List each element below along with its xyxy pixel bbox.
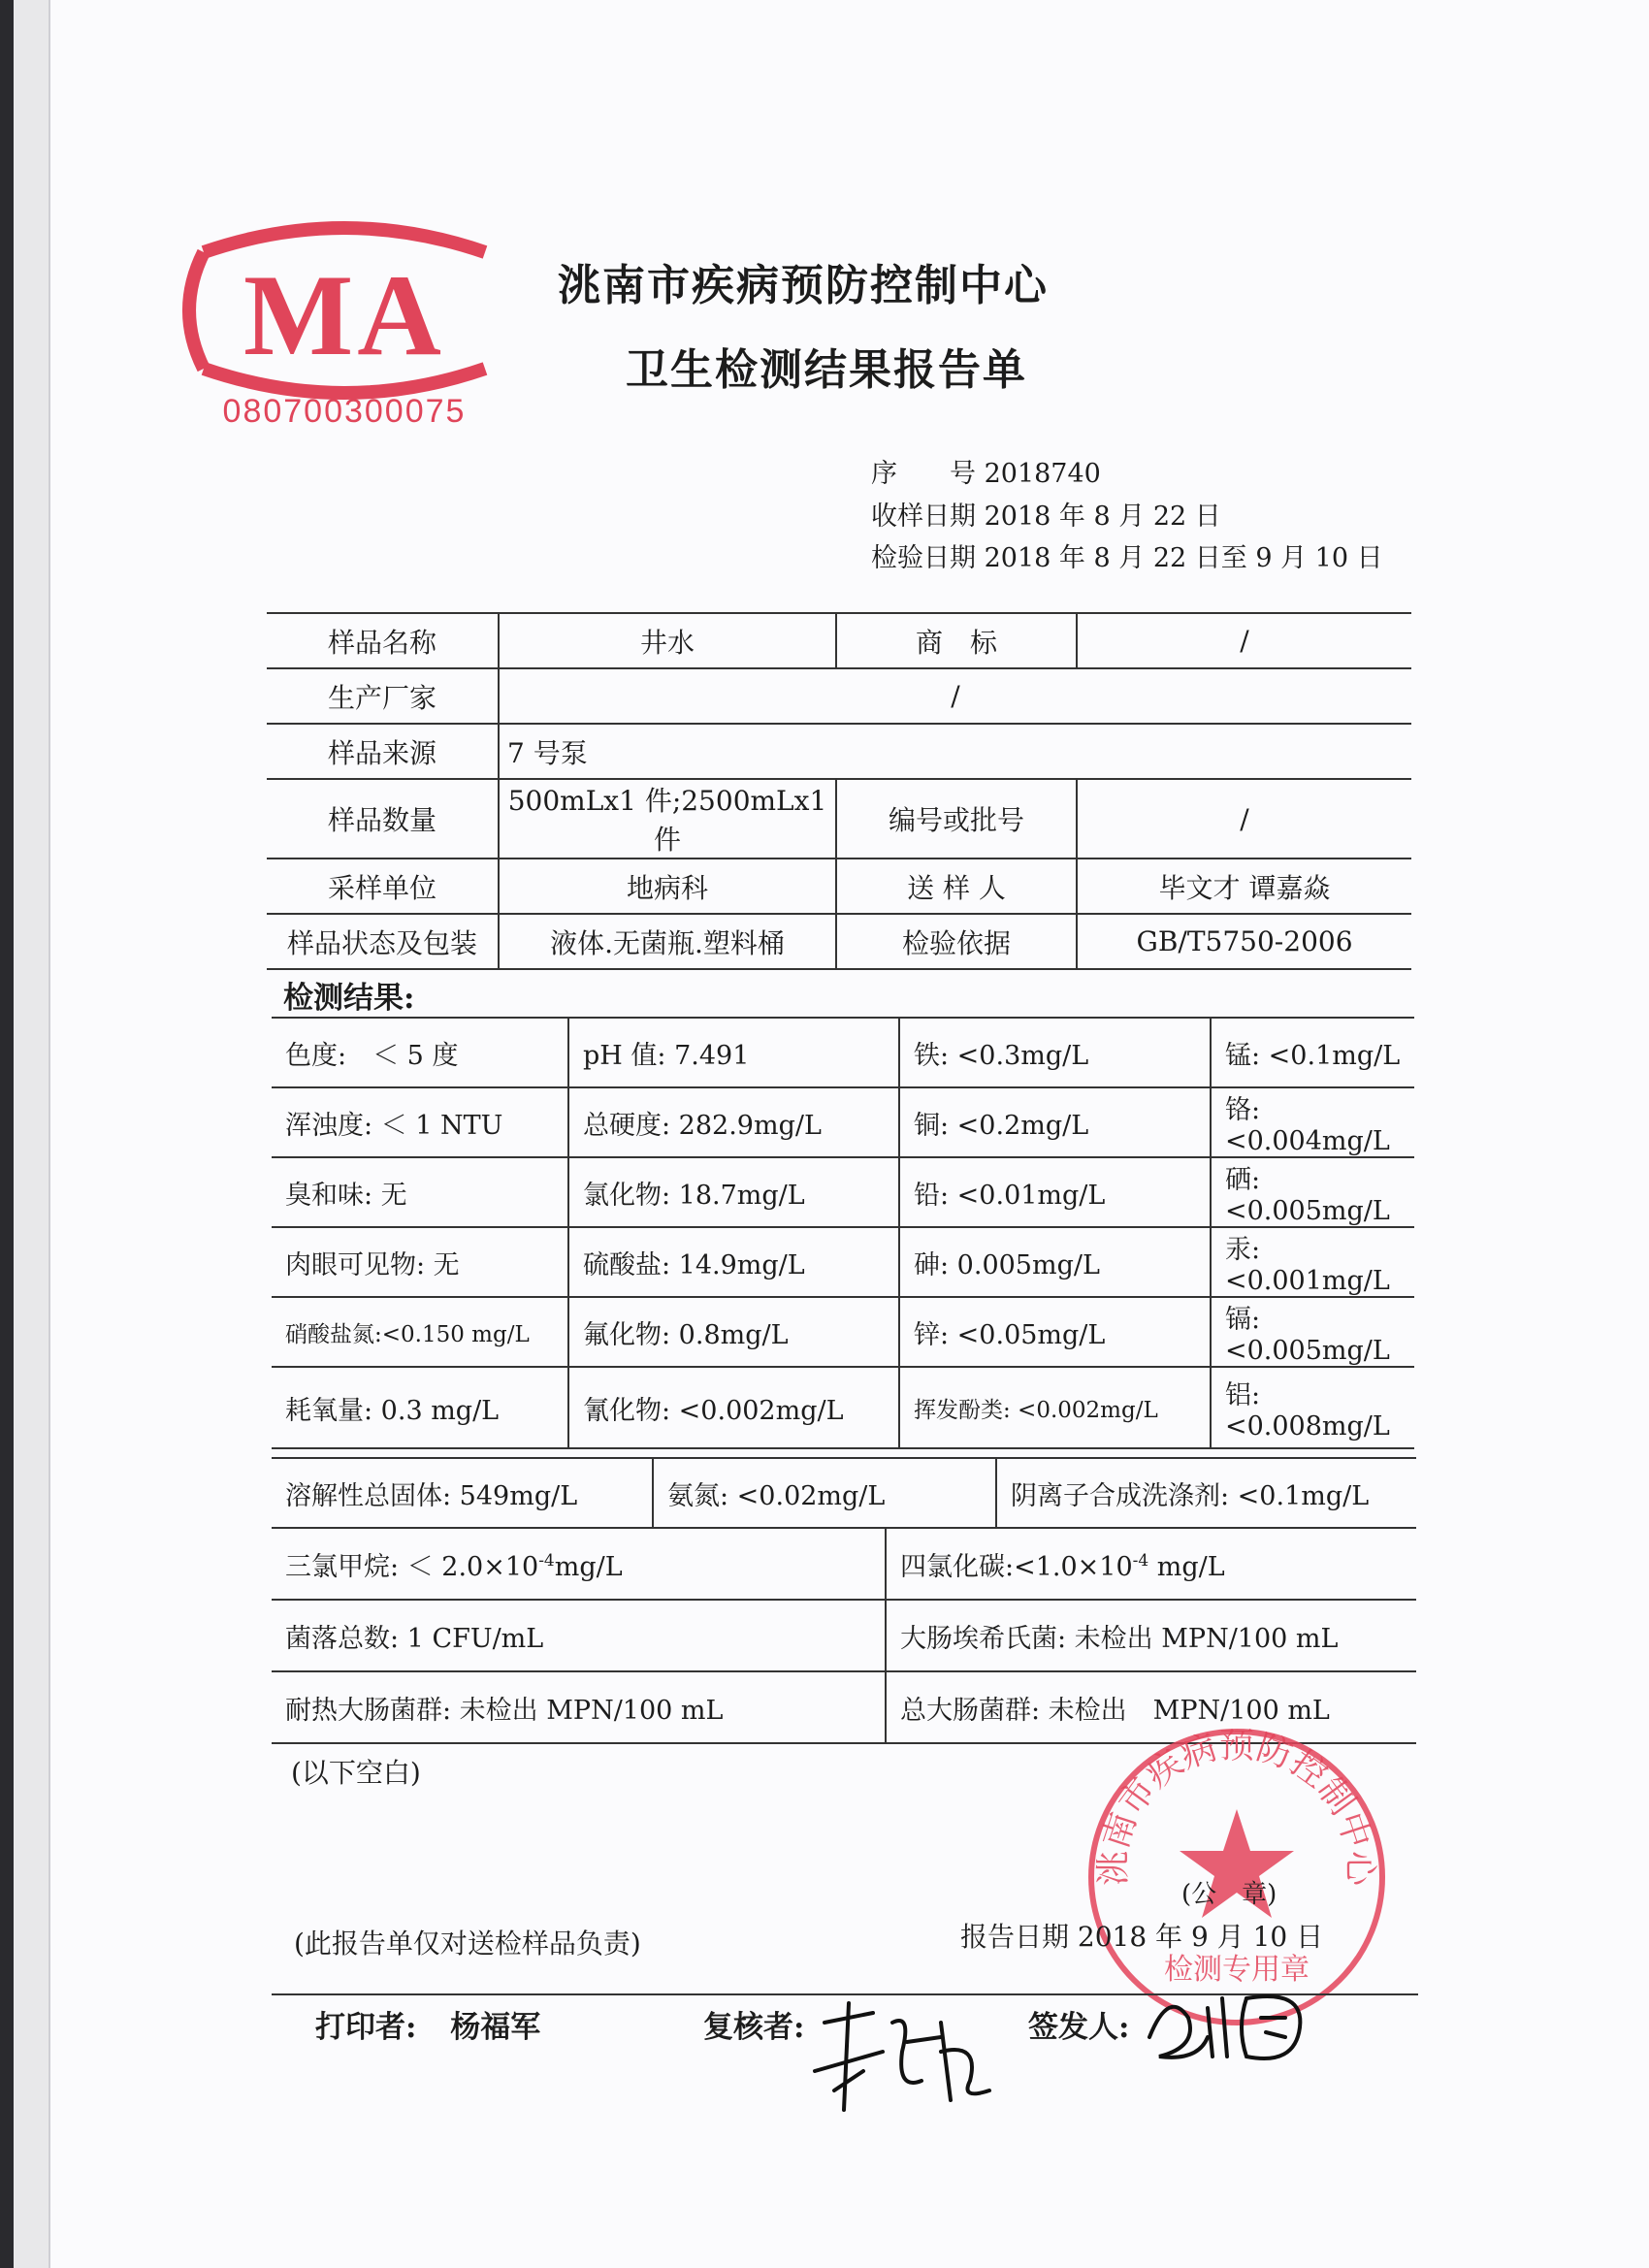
result-cell: 阴离子合成洗涤剂: <0.1mg/L xyxy=(996,1458,1416,1528)
result-cell: 硫酸盐: 14.9mg/L xyxy=(568,1227,899,1297)
result-cell: 氟化物: 0.8mg/L xyxy=(568,1297,899,1367)
result-cell: 溶解性总固体: 549mg/L xyxy=(272,1458,653,1528)
result-cell: 镉: <0.005mg/L xyxy=(1211,1297,1414,1367)
basis-value: GB/T5750-2006 xyxy=(1077,914,1411,969)
trihalo-exp: -4 xyxy=(538,1550,555,1571)
table-row xyxy=(272,1600,1416,1671)
result-cell: 锌: <0.05mg/L xyxy=(899,1297,1211,1367)
label-cell: 检验依据 xyxy=(836,914,1077,969)
report-title: 卫生检测结果报告单 xyxy=(626,345,1027,395)
batch-value: / xyxy=(1077,779,1411,859)
table-row xyxy=(272,1157,1414,1227)
label-cell: 样品名称 xyxy=(267,613,499,668)
reviewer-signature xyxy=(805,1984,999,2129)
result-cell: 耗氧量: 0.3 mg/L xyxy=(272,1367,568,1448)
label-cell: 生产厂家 xyxy=(267,668,499,724)
ccl4-unit: mg/L xyxy=(1148,1551,1225,1582)
table-row xyxy=(272,1227,1414,1297)
ccl4-exp: -4 xyxy=(1132,1550,1149,1571)
result-cell: 挥发酚类: <0.002mg/L xyxy=(899,1367,1211,1448)
result-cell: 铁: <0.3mg/L xyxy=(899,1018,1211,1087)
result-cell: 氰化物: <0.002mg/L xyxy=(568,1367,899,1448)
serial-value: 2018740 xyxy=(984,459,1101,489)
trihalomethane-cell xyxy=(272,1528,886,1600)
result-cell: 肉眼可见物: 无 xyxy=(272,1227,568,1297)
scan-edge xyxy=(0,0,14,2268)
disclaimer: (此报告单仅对送检样品负责) xyxy=(294,1928,641,1960)
inspect-line xyxy=(871,536,1383,574)
result-cell: 铝: <0.008mg/L xyxy=(1211,1367,1414,1448)
label-cell: 商 标 xyxy=(836,613,1077,668)
received-date: 2018 年 8 月 22 日 xyxy=(984,502,1221,532)
result-cell: 臭和味: 无 xyxy=(272,1157,568,1227)
unit-value: 地病科 xyxy=(499,859,836,914)
inspect-date: 2018 年 8 月 22 日至 9 月 10 日 xyxy=(984,543,1383,573)
sample-name: 井水 xyxy=(499,613,836,668)
result-cell: 总硬度: 282.9mg/L xyxy=(568,1087,899,1157)
blank-note: (以下空白) xyxy=(291,1757,421,1789)
result-cell: 氨氮: <0.02mg/L xyxy=(653,1458,996,1528)
table-row xyxy=(267,914,1411,969)
serial-label: 序 号 xyxy=(871,459,976,489)
label-cell: 送 样 人 xyxy=(836,859,1077,914)
result-cell: 氯化物: 18.7mg/L xyxy=(568,1157,899,1227)
result-cell: 铬: <0.004mg/L xyxy=(1211,1087,1414,1157)
ccl4-cell xyxy=(886,1528,1416,1600)
table-row xyxy=(272,1528,1416,1600)
received-label: 收样日期 xyxy=(871,502,976,532)
result-cell: 硝酸盐氮:<0.150 mg/L xyxy=(272,1297,568,1367)
results-row-7 xyxy=(272,1457,1416,1529)
table-row xyxy=(272,1087,1414,1157)
result-cell: 铜: <0.2mg/L xyxy=(899,1087,1211,1157)
seal-label: (公 章) xyxy=(1181,1880,1277,1909)
results-bottom-table xyxy=(272,1527,1416,1744)
trihalo-prefix: 三氯甲烷: ＜ 2.0×10 xyxy=(285,1551,539,1582)
maker-value: / xyxy=(499,668,1411,724)
received-line xyxy=(871,495,1221,533)
reviewer-label: 复核者: xyxy=(703,2010,805,2045)
cma-logo xyxy=(165,213,524,437)
svg-text:080700300075: 080700300075 xyxy=(222,393,467,430)
ccl4-prefix: 四氯化碳:<1.0×10 xyxy=(900,1551,1133,1582)
svg-text:检测专用章: 检测专用章 xyxy=(1164,1953,1310,1987)
result-cell: 砷: 0.005mg/L xyxy=(899,1227,1211,1297)
result-cell: 铅: <0.01mg/L xyxy=(899,1157,1211,1227)
label-cell: 编号或批号 xyxy=(836,779,1077,859)
table-row xyxy=(272,1367,1414,1448)
result-cell: pH 值: 7.491 xyxy=(568,1018,899,1087)
label-cell: 采样单位 xyxy=(267,859,499,914)
state-value: 液体.无菌瓶.塑料桶 xyxy=(499,914,836,969)
signer-label: 签发人: xyxy=(1028,2010,1130,2045)
printer-label: 打印者: xyxy=(315,2010,417,2045)
label-cell: 样品来源 xyxy=(267,724,499,779)
table-row xyxy=(267,613,1411,668)
results-table xyxy=(272,1017,1414,1449)
result-cell: 色度: ＜ 5 度 xyxy=(272,1018,568,1087)
label-cell: 样品状态及包装 xyxy=(267,914,499,969)
result-cell: 汞: <0.001mg/L xyxy=(1211,1227,1414,1297)
qty-value: 500mLx1 件;2500mLx1 件 xyxy=(499,779,836,859)
source-value: 7 号泵 xyxy=(499,724,1411,779)
table-row xyxy=(267,779,1411,859)
result-cell: 大肠埃希氏菌: 未检出 MPN/100 mL xyxy=(886,1600,1416,1671)
printer-line xyxy=(315,2002,540,2046)
sender-value: 毕文才 谭嘉焱 xyxy=(1077,859,1411,914)
label-cell: 样品数量 xyxy=(267,779,499,859)
sample-info-table xyxy=(267,612,1411,970)
table-row xyxy=(267,859,1411,914)
org-name: 洮南市疾病预防控制中心 xyxy=(558,261,1049,310)
result-cell: 耐热大肠菌群: 未检出 MPN/100 mL xyxy=(272,1671,886,1743)
table-row xyxy=(267,668,1411,724)
printer-name: 杨福军 xyxy=(450,2010,541,2045)
brand-value: / xyxy=(1077,613,1411,668)
trihalo-unit: mg/L xyxy=(554,1551,623,1582)
table-row xyxy=(272,1458,1416,1528)
results-heading: 检测结果: xyxy=(283,981,415,1016)
result-cell: 硒: <0.005mg/L xyxy=(1211,1157,1414,1227)
table-row xyxy=(267,724,1411,779)
result-cell: 总大肠菌群: 未检出 MPN/100 mL xyxy=(886,1671,1416,1743)
svg-text:洮南市疾病预防控制中心: 洮南市疾病预防控制中心 xyxy=(1093,1726,1380,1887)
inspect-label: 检验日期 xyxy=(871,543,976,573)
report-date: 报告日期 2018 年 9 月 10 日 xyxy=(960,1921,1324,1953)
serial-line xyxy=(871,452,1101,490)
svg-text:MA: MA xyxy=(243,250,445,379)
table-row xyxy=(272,1018,1414,1087)
result-cell: 菌落总数: 1 CFU/mL xyxy=(272,1600,886,1671)
signer-signature xyxy=(1140,1979,1314,2076)
table-row xyxy=(272,1297,1414,1367)
result-cell: 浑浊度: ＜ 1 NTU xyxy=(272,1087,568,1157)
result-cell: 锰: <0.1mg/L xyxy=(1211,1018,1414,1087)
